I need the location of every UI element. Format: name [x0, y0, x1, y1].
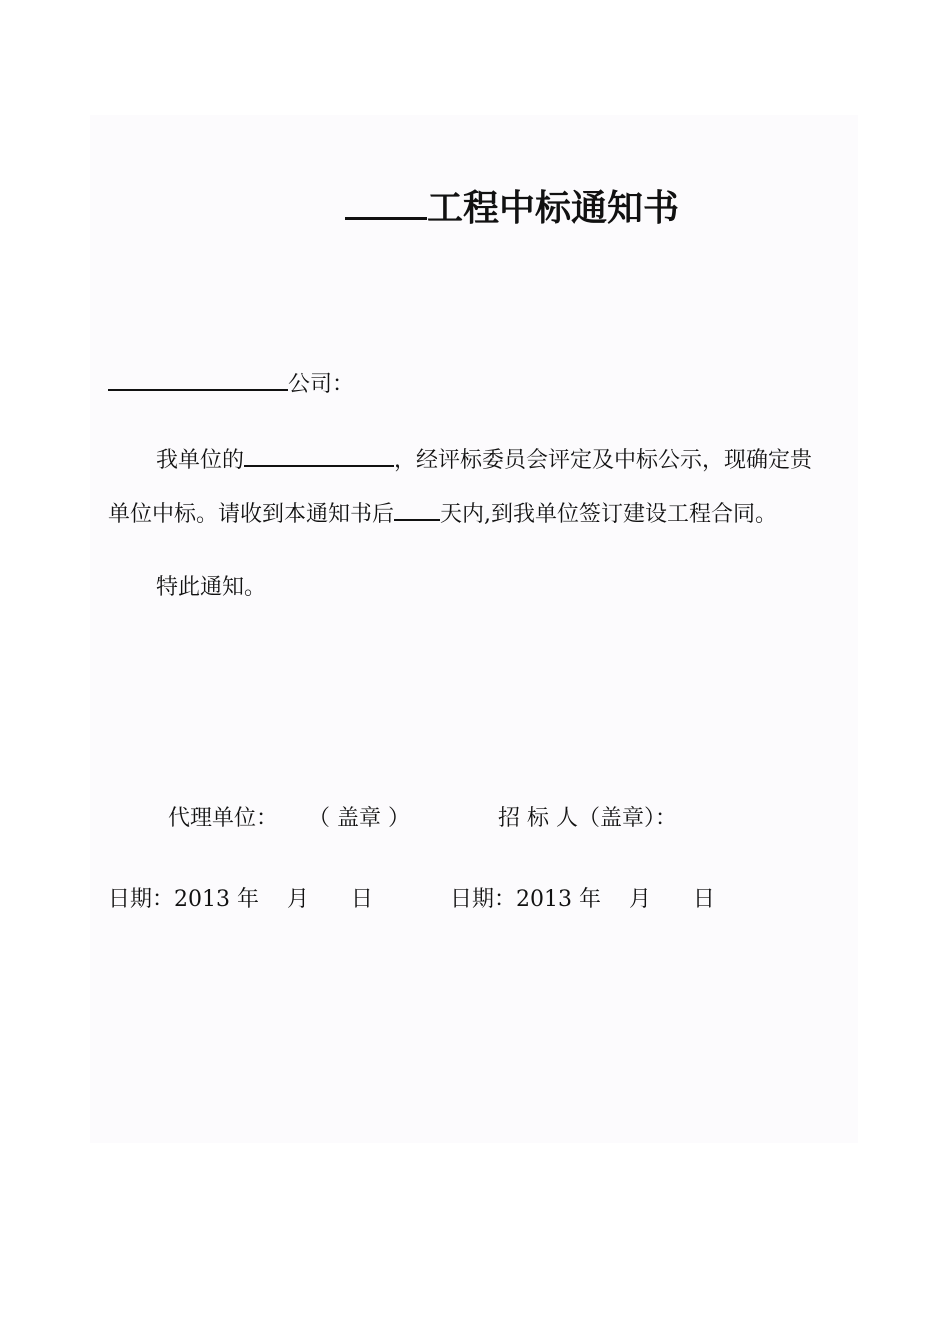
- agent-seal-text: （ 盖章 ）: [308, 806, 410, 831]
- body-paragraph-2: [156, 573, 266, 603]
- addressee-suffix: 公司：: [288, 372, 355, 397]
- body-paragraph-1-line-1: [156, 443, 812, 476]
- body-p1-start: 我单位的: [156, 448, 245, 473]
- date-right: [450, 885, 715, 915]
- date-left-text: 日期：2013 年 月 日: [108, 887, 373, 912]
- body-p1-line2-end: 天内,到我单位签订建设工程合同。: [440, 502, 778, 527]
- body-paragraph-1-line-2: [108, 497, 777, 530]
- addressee-line: [108, 367, 354, 400]
- closing-text: 特此通知。: [156, 575, 267, 600]
- tenderer-label: 招 标 人（盖章）：: [498, 806, 677, 831]
- document-title-text: 工程中标通知书: [427, 188, 680, 229]
- date-right-text: 日期：2013 年 月 日: [450, 887, 715, 912]
- project-blank: [244, 443, 394, 467]
- agent-signature-line: [168, 804, 278, 834]
- agent-label: 代理单位：: [168, 806, 279, 831]
- body-p1-line2-start: 单位中标。请收到本通知书后: [108, 502, 395, 527]
- tenderer-signature-line: [498, 804, 677, 834]
- company-name-blank: [108, 367, 288, 391]
- days-blank: [394, 497, 440, 521]
- body-p1-mid: ，经评标委员会评定及中标公示，现确定贵: [394, 448, 813, 473]
- document-title: [345, 181, 679, 233]
- project-name-blank: [345, 181, 427, 220]
- document-page: [90, 115, 858, 1143]
- date-left: [108, 885, 373, 915]
- agent-seal: [308, 804, 410, 834]
